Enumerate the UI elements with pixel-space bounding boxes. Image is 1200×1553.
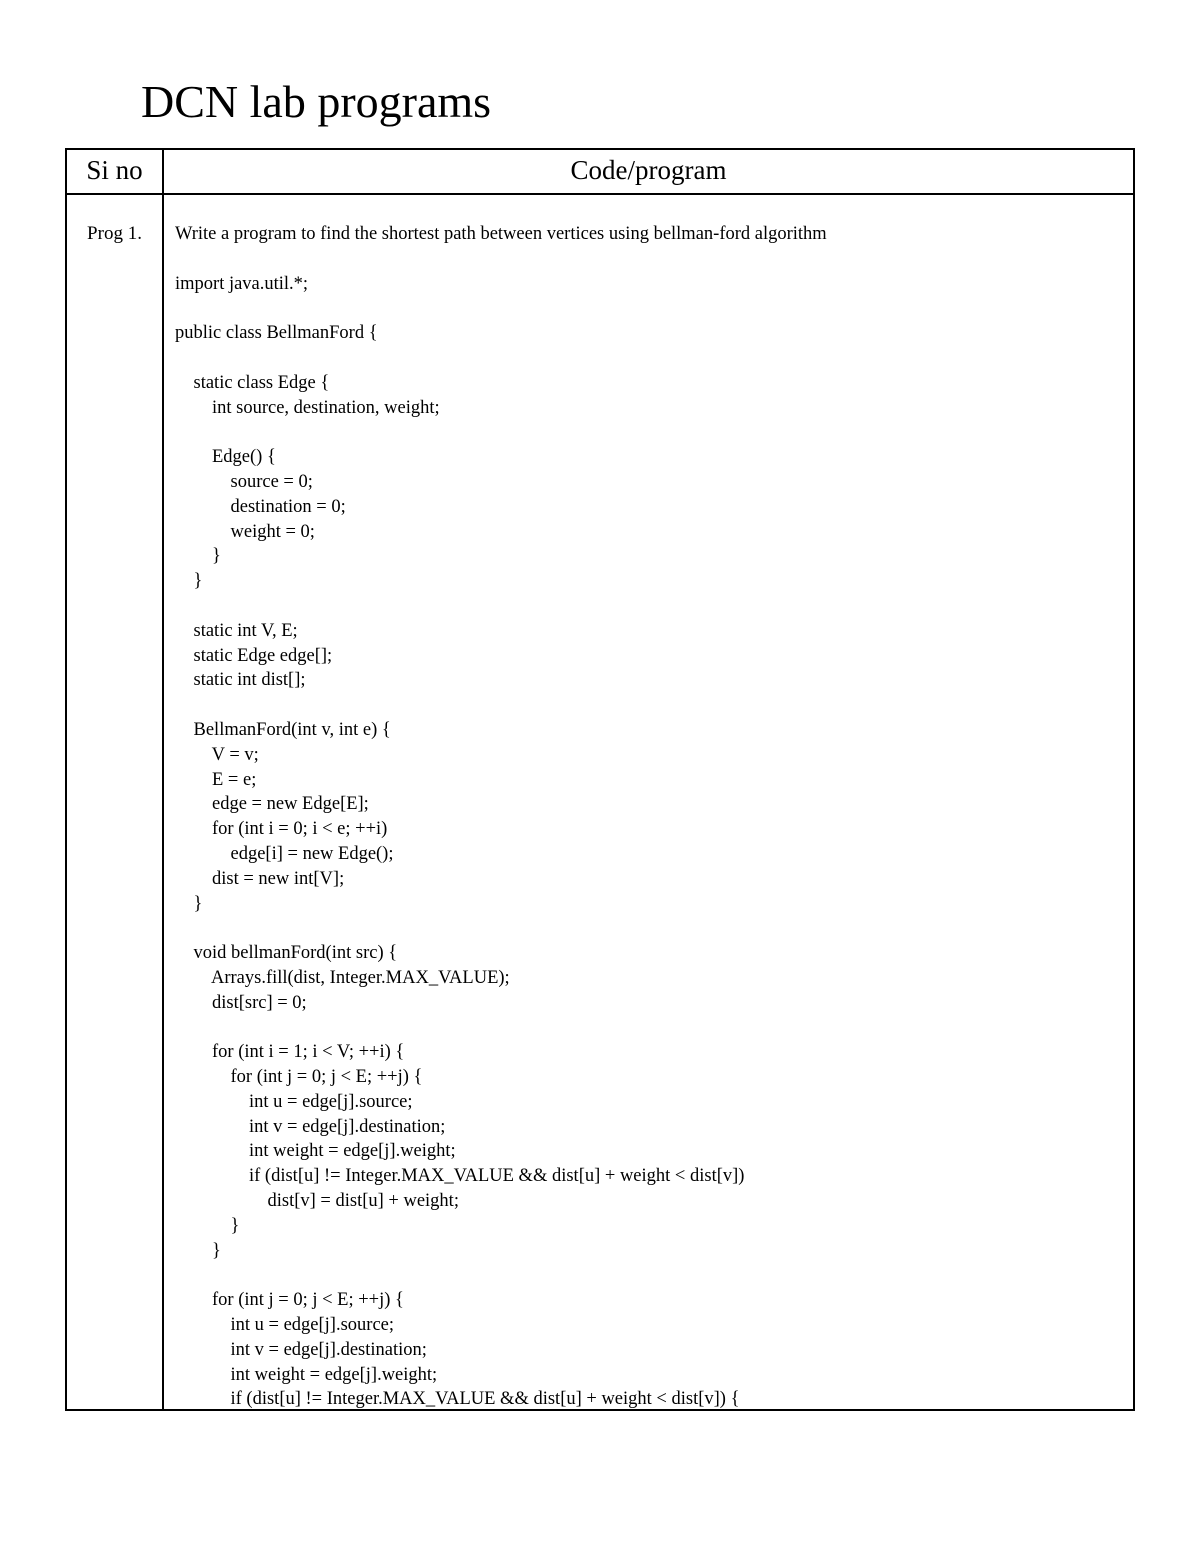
code-line: E = e; xyxy=(175,769,257,790)
code-line: int source, destination, weight; xyxy=(175,397,440,418)
code-line: } xyxy=(175,571,203,592)
code-line: static Edge edge[]; xyxy=(175,645,333,666)
code-line: dist = new int[V]; xyxy=(175,868,345,889)
code-line xyxy=(175,1263,1127,1288)
program-number-label: Prog 1. xyxy=(87,223,142,244)
code-line: } xyxy=(175,1215,240,1236)
code-line: static int V, E; xyxy=(175,620,298,641)
code-line: dist[v] = dist[u] + weight; xyxy=(175,1191,459,1212)
code-line xyxy=(175,693,1127,718)
code-line: Arrays.fill(dist, Integer.MAX_VALUE); xyxy=(175,967,510,988)
code-line: void bellmanFord(int src) { xyxy=(175,943,398,964)
code-line: int weight = edge[j].weight; xyxy=(175,1141,456,1162)
code-line: source = 0; xyxy=(175,471,313,492)
code-line: int u = edge[j].source; xyxy=(175,1091,413,1112)
code-line xyxy=(175,594,1127,619)
code-line: int weight = edge[j].weight; xyxy=(175,1364,438,1385)
code-line: static class Edge { xyxy=(175,372,330,393)
column-divider xyxy=(162,150,164,1409)
program-task-description: Write a program to find the shortest path between vertices using bellman-ford algorithm xyxy=(175,224,827,244)
page-title: DCN lab programs xyxy=(141,76,492,127)
code-line xyxy=(175,916,1127,941)
code-line: } xyxy=(175,546,221,567)
code-line xyxy=(175,420,1127,445)
code-line: dist[src] = 0; xyxy=(175,992,307,1013)
code-line: public class BellmanFord { xyxy=(175,323,378,344)
header-divider xyxy=(67,193,1133,195)
code-line: if (dist[u] != Integer.MAX_VALUE && dist[u] + weight < dist[v]) { xyxy=(175,1389,740,1410)
code-line: int u = edge[j].source; xyxy=(175,1315,395,1336)
code-line: BellmanFord(int v, int e) { xyxy=(175,719,391,740)
code-line: static int dist[]; xyxy=(175,670,306,691)
programs-table xyxy=(65,148,1135,1411)
code-line: weight = 0; xyxy=(175,521,315,542)
code-line: V = v; xyxy=(175,744,259,765)
code-line: for (int i = 0; i < e; ++i) xyxy=(175,819,388,840)
code-line: } xyxy=(175,893,203,914)
code-line: for (int j = 0; j < E; ++j) { xyxy=(175,1290,404,1311)
header-code-program: Code/program xyxy=(570,155,727,185)
code-line: destination = 0; xyxy=(175,496,346,517)
header-serial-number: Si no xyxy=(86,155,143,185)
code-block xyxy=(175,272,1127,1413)
code-line: int v = edge[j].destination; xyxy=(175,1116,446,1137)
program-content xyxy=(175,222,1127,1412)
code-line: if (dist[u] != Integer.MAX_VALUE && dist[u] + weight < dist[v]) xyxy=(175,1166,745,1187)
code-line: for (int j = 0; j < E; ++j) { xyxy=(175,1067,423,1088)
code-line: Edge() { xyxy=(175,447,276,468)
code-line: import java.util.*; xyxy=(175,273,309,294)
code-line: for (int i = 1; i < V; ++i) { xyxy=(175,1042,405,1063)
code-line: edge[i] = new Edge(); xyxy=(175,843,394,864)
code-line: int v = edge[j].destination; xyxy=(175,1339,427,1360)
code-line: } xyxy=(175,1240,221,1261)
code-line xyxy=(175,1016,1127,1041)
code-line xyxy=(175,346,1127,371)
code-line: edge = new Edge[E]; xyxy=(175,794,369,815)
code-line xyxy=(175,296,1127,321)
